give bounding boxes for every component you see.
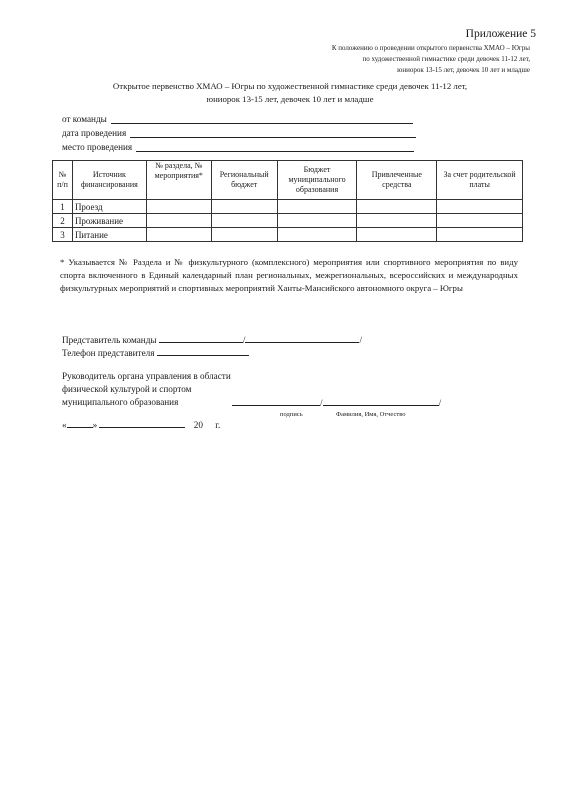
table-row xyxy=(53,228,523,242)
year-prefix: 20 xyxy=(193,420,203,430)
place-input-line[interactable] xyxy=(136,142,414,152)
team-label: от команды xyxy=(62,114,107,124)
appendix-line: К положению о проведении открытого первенства ХМАО – Югры xyxy=(331,44,530,52)
date-open-quote: « xyxy=(62,420,67,430)
document-heading xyxy=(70,80,510,106)
signature-caption: подпись xyxy=(280,411,303,418)
authority-line: муниципального образования xyxy=(62,397,179,407)
row-number: 1 xyxy=(53,200,73,214)
table-row xyxy=(53,200,523,214)
representative-signature-line[interactable] xyxy=(159,333,243,343)
day-input-line[interactable] xyxy=(67,418,93,428)
row-source: Проезд xyxy=(72,200,146,214)
table-header-row xyxy=(53,161,523,200)
col-header-number: № п/п xyxy=(53,161,73,200)
footnote: * Указывается № Раздела и № физкультурного (комплексного) мероприятия или спортивного мероприятия по виду спорта включенного в Единый календарный план региональных, межрегиональных, всероссийских и международных физкультурных мероприятий и спортивных мероприятий Ханты-Мансийского автономного округа – Югры xyxy=(60,257,518,293)
representative-row xyxy=(62,333,362,345)
table-cell[interactable] xyxy=(146,200,211,214)
table-cell[interactable] xyxy=(437,214,523,228)
appendix-line: юниорок 13-15 лет, девочек 10 лет и младше xyxy=(397,66,530,74)
appendix-title: Приложение 5 xyxy=(465,28,536,40)
col-header-municipal: Бюджет муниципального образования xyxy=(277,161,357,200)
table-cell[interactable] xyxy=(211,228,277,242)
authority-line: Руководитель органа управления в области xyxy=(62,371,231,381)
table-cell[interactable] xyxy=(277,214,357,228)
phone-label: Телефон представителя xyxy=(62,348,155,358)
authority-name-line[interactable] xyxy=(323,396,439,406)
financing-table xyxy=(52,160,523,242)
team-field xyxy=(62,114,413,124)
date-label: дата проведения xyxy=(62,128,127,138)
team-input-line[interactable] xyxy=(111,114,413,124)
table-row xyxy=(53,214,523,228)
representative-name-line[interactable] xyxy=(242,333,359,345)
table-cell[interactable] xyxy=(437,200,523,214)
authority-slash: / xyxy=(320,398,323,408)
table-cell[interactable] xyxy=(357,214,437,228)
row-source: Питание xyxy=(72,228,146,242)
table-cell[interactable] xyxy=(277,200,357,214)
place-label: место проведения xyxy=(62,142,133,152)
row-number: 3 xyxy=(53,228,73,242)
appendix-line: по художественной гимнастике среди девочек 11-12 лет, xyxy=(362,55,530,63)
date-close-quote: » xyxy=(92,420,98,430)
phone-input-line[interactable] xyxy=(157,346,249,356)
row-source: Проживание xyxy=(72,214,146,228)
date-field xyxy=(62,128,416,138)
date-line xyxy=(62,418,220,430)
month-input-line[interactable] xyxy=(99,418,185,428)
col-header-regional: Региональный бюджет xyxy=(211,161,277,200)
table-cell[interactable] xyxy=(357,200,437,214)
phone-row xyxy=(62,346,249,358)
table-cell[interactable] xyxy=(211,214,277,228)
appendix-subtitle xyxy=(230,43,530,76)
table-cell[interactable] xyxy=(357,228,437,242)
place-field xyxy=(62,142,414,152)
name-caption: Фамилия, Имя, Отчество xyxy=(336,411,406,418)
authority-head-label xyxy=(62,370,231,409)
authority-slash: / xyxy=(438,398,442,408)
table-cell[interactable] xyxy=(146,228,211,242)
table-cell[interactable] xyxy=(146,214,211,228)
authority-signature-row xyxy=(232,396,441,408)
authority-signature-line[interactable] xyxy=(232,396,320,406)
heading-line: юниорок 13-15 лет, девочек 10 лет и младше xyxy=(206,94,374,104)
representative-slash: / xyxy=(359,335,362,345)
col-header-event: № раздела, № мероприятия* xyxy=(146,161,211,200)
authority-line: физической культурой и спортом xyxy=(62,384,192,394)
table-cell[interactable] xyxy=(437,228,523,242)
col-header-attracted: Привлеченные средства xyxy=(357,161,437,200)
col-header-parental: За счет родительской платы xyxy=(437,161,523,200)
year-suffix: г. xyxy=(215,420,221,430)
representative-slash: / xyxy=(242,335,246,345)
heading-line: Открытое первенство ХМАО – Югры по художественной гимнастике среди девочек 11-12 лет, xyxy=(112,81,468,91)
row-number: 2 xyxy=(53,214,73,228)
representative-label: Представитель команды xyxy=(62,335,157,345)
col-header-source: Источник финансирования xyxy=(72,161,146,200)
table-cell[interactable] xyxy=(277,228,357,242)
table-cell[interactable] xyxy=(211,200,277,214)
date-input-line[interactable] xyxy=(130,128,416,138)
